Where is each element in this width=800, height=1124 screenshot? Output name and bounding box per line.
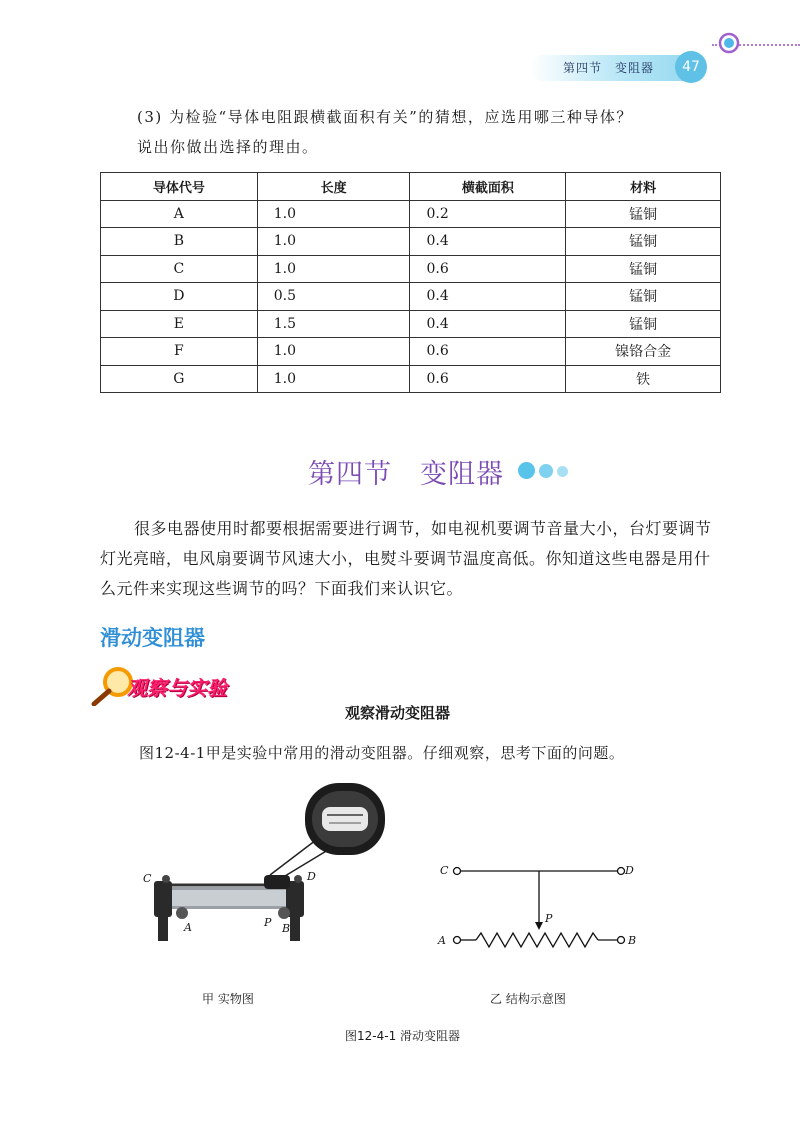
- conductor-table: [100, 172, 721, 393]
- table-row: [101, 310, 721, 338]
- schematic-label-d: D: [625, 864, 634, 877]
- table-cell: D: [101, 283, 258, 311]
- table-row: [101, 365, 721, 393]
- figure-caption: 图12-4-1 滑动变阻器: [345, 1029, 461, 1043]
- activity-title: 观察滑动变阻器: [345, 704, 451, 722]
- table-cell: 锰铜: [566, 200, 721, 228]
- table-header-cell: 导体代号: [101, 173, 258, 201]
- table-cell: G: [101, 365, 258, 393]
- table-header-cell: 横截面积: [410, 173, 566, 201]
- table-cell: 1.0: [257, 228, 410, 256]
- schematic-label-p: P: [545, 912, 553, 925]
- photo-label-b: B: [282, 922, 291, 935]
- table-cell: 0.6: [410, 338, 566, 366]
- table-cell: 1.0: [257, 200, 410, 228]
- table-cell: 锰铜: [566, 228, 721, 256]
- schematic-label-b: B: [628, 934, 637, 947]
- subsection-heading: 滑动变阻器: [100, 626, 205, 650]
- observe-experiment-badge: 观察与实验: [127, 676, 227, 700]
- table-header-cell: 材料: [566, 173, 721, 201]
- section-title: 第四节 变阻器: [308, 459, 504, 490]
- table-cell: 镍铬合金: [566, 338, 721, 366]
- table-row: [101, 283, 721, 311]
- photo-label-a: A: [184, 921, 192, 934]
- photo-label-d: D: [307, 870, 316, 883]
- table-header-cell: 长度: [257, 173, 410, 201]
- page-number: 47: [675, 51, 707, 83]
- table-cell: B: [101, 228, 258, 256]
- photo-label-p: P: [264, 916, 272, 929]
- table-row: [101, 200, 721, 228]
- question-line-1: (3) 为检验“导体电阻跟横截面积有关”的猜想，应选用哪三种导体？: [137, 108, 633, 126]
- header-ring-icon: [718, 32, 740, 54]
- table-cell: 锰铜: [566, 255, 721, 283]
- intro-paragraph: 很多电器使用时都要根据需要进行调节，如电视机要调节音量大小，台灯要调节灯光亮暗，电风扇要调节风速大小，电熨斗要调节温度高低。你知道这些电器是用什么元件来实现这些调节的吗？下面我们来认识它。: [100, 519, 712, 598]
- table-cell: C: [101, 255, 258, 283]
- table-row: [101, 255, 721, 283]
- table-cell: 0.4: [410, 228, 566, 256]
- table-cell: 锰铜: [566, 310, 721, 338]
- table-cell: 铁: [566, 365, 721, 393]
- table-row: [101, 228, 721, 256]
- table-cell: 0.6: [410, 365, 566, 393]
- question-line-2: 说出你做出选择的理由。: [137, 138, 319, 156]
- table-cell: 0.4: [410, 283, 566, 311]
- table-cell: 1.0: [257, 255, 410, 283]
- table-cell: 0.4: [410, 310, 566, 338]
- table-cell: 1.0: [257, 338, 410, 366]
- table-cell: E: [101, 310, 258, 338]
- table-cell: 1.5: [257, 310, 410, 338]
- schematic-label-a: A: [438, 934, 446, 947]
- title-dots: [518, 458, 588, 484]
- table-header-row: [101, 173, 721, 201]
- photo-caption: 甲 实物图: [202, 992, 254, 1006]
- table-cell: 1.0: [257, 365, 410, 393]
- table-cell: 0.5: [257, 283, 410, 311]
- table-cell: 锰铜: [566, 283, 721, 311]
- photo-label-c: C: [143, 872, 152, 885]
- schematic-caption: 乙 结构示意图: [490, 992, 566, 1006]
- activity-text: 图12-4-1甲是实验中常用的滑动变阻器。仔细观察，思考下面的问题。: [139, 744, 625, 762]
- table-cell: 0.2: [410, 200, 566, 228]
- header-section-label: 第四节 变阻器: [563, 61, 655, 75]
- table-row: [101, 338, 721, 366]
- table-cell: F: [101, 338, 258, 366]
- rheostat-schematic: [430, 850, 650, 960]
- table-cell: 0.6: [410, 255, 566, 283]
- table-cell: A: [101, 200, 258, 228]
- schematic-label-c: C: [440, 864, 449, 877]
